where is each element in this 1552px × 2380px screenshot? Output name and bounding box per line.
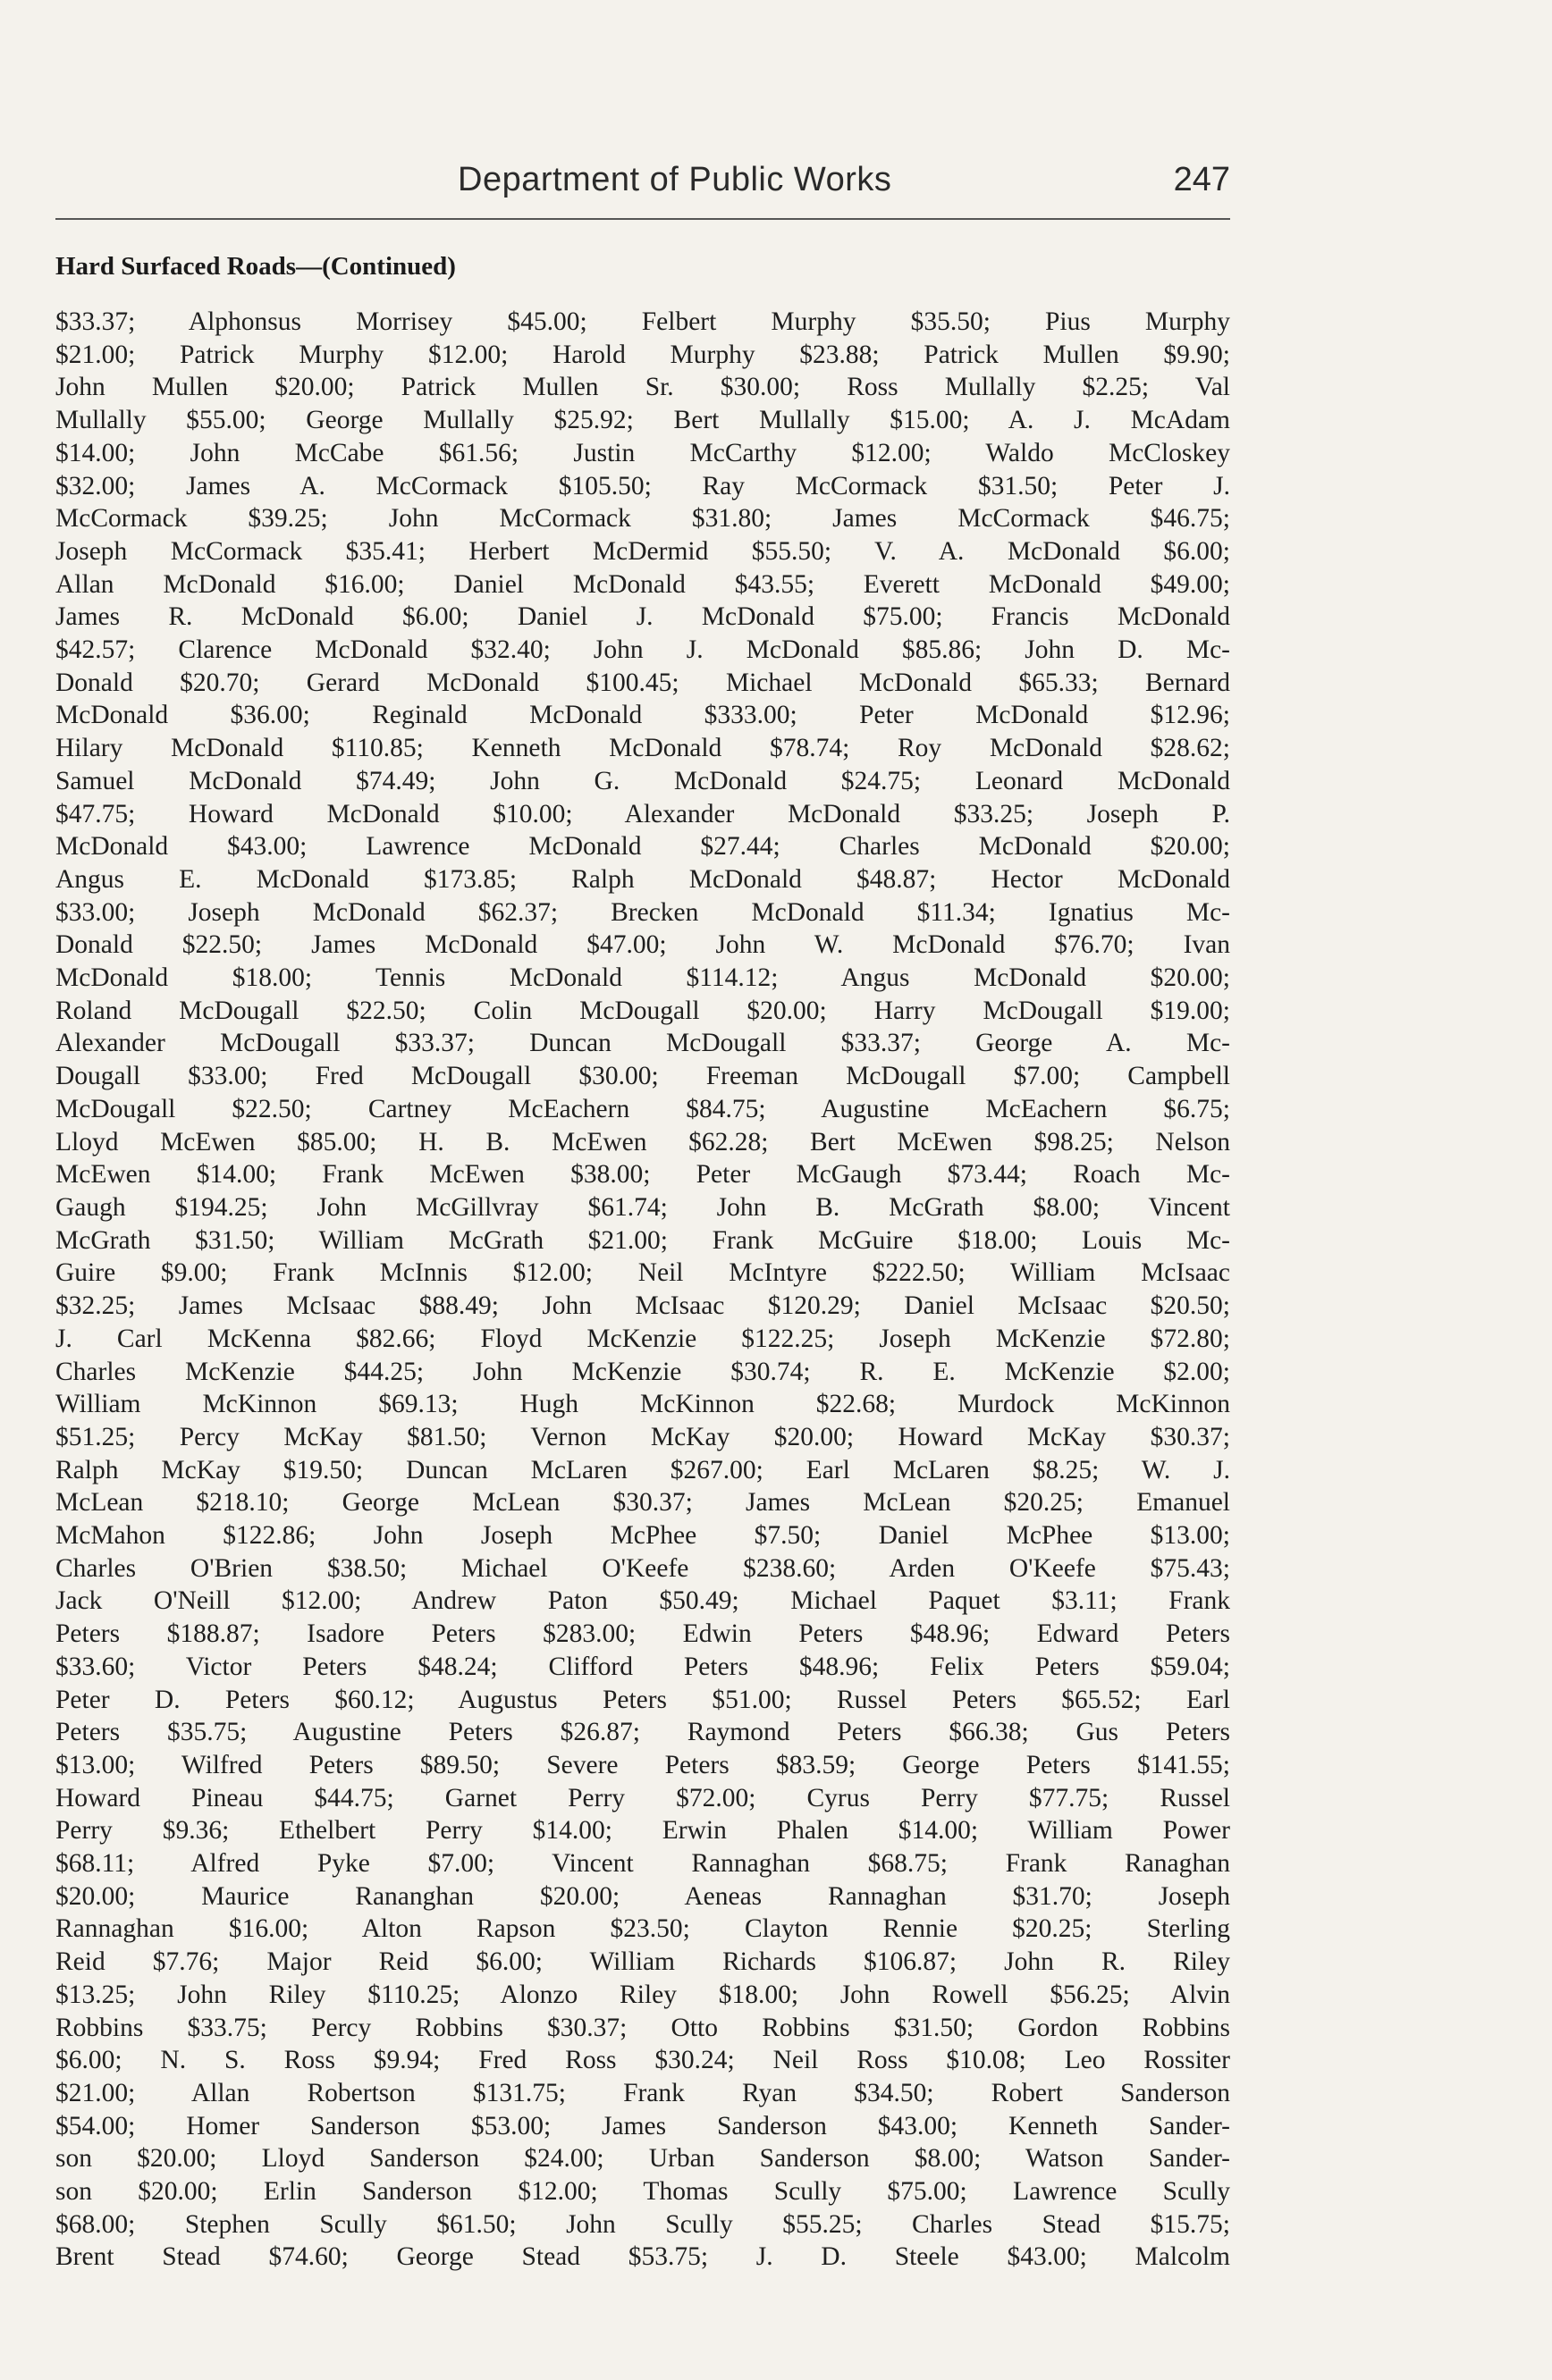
text-line: McGrath $31.50; William McGrath $21.00; Frank McGuire $18.00; Louis Mc- — [55, 1225, 1230, 1255]
text-line: Gaugh $194.25; John McGillvray $61.74; John B. McGrath $8.00; Vincent — [55, 1192, 1230, 1222]
text-line: J. Carl McKenna $82.66; Floyd McKenzie $122.25; Joseph McKenzie $72.80; — [55, 1324, 1230, 1353]
running-title: Department of Public Works — [458, 161, 892, 198]
text-line: Perry $9.36; Ethelbert Perry $14.00; Erwin Phalen $14.00; William Power — [55, 1816, 1230, 1846]
text-line: Charles McKenzie $44.25; John McKenzie $30.74; R. E. McKenzie $2.00; — [55, 1357, 1230, 1386]
text-line: $33.60; Victor Peters $48.24; Clifford Peters $48.96; Felix Peters $59.04; — [55, 1652, 1230, 1681]
text-line: $32.00; James A. McCormack $105.50; Ray McCormack $31.50; Peter J. — [55, 471, 1230, 500]
text-line: $32.25; James McIsaac $88.49; John McIsaac $120.29; Daniel McIsaac $20.50; — [55, 1291, 1230, 1321]
text-line: Mullally $55.00; George Mullally $25.92; Bert Mullally $15.00; A. J. McAdam — [55, 406, 1230, 435]
text-line: Donald $22.50; James McDonald $47.00; John W. McDonald $76.70; Ivan — [55, 930, 1230, 960]
text-line: William McKinnon $69.13; Hugh McKinnon $22.68; Murdock McKinnon — [55, 1390, 1230, 1419]
text-line: $47.75; Howard McDonald $10.00; Alexander McDonald $33.25; Joseph P. — [55, 799, 1230, 828]
text-line: $14.00; John McCabe $61.56; Justin McCarthy $12.00; Waldo McCloskey — [55, 438, 1230, 467]
text-line: Howard Pineau $44.75; Garnet Perry $72.00; Cyrus Perry $77.75; Russel — [55, 1783, 1230, 1812]
text-line: Jack O'Neill $12.00; Andrew Paton $50.49; Michael Paquet $3.11; Frank — [55, 1586, 1230, 1616]
text-line: $42.57; Clarence McDonald $32.40; John J. McDonald $85.86; John D. Mc- — [55, 635, 1230, 665]
text-line: Guire $9.00; Frank McInnis $12.00; Neil McIntyre $222.50; William McIsaac — [55, 1258, 1230, 1288]
section-heading: Hard Surfaced Roads—(Continued) — [55, 252, 456, 281]
body-paragraph — [55, 306, 1230, 2274]
text-line: McDonald $43.00; Lawrence McDonald $27.44; Charles McDonald $20.00; — [55, 832, 1230, 862]
header-rule — [55, 218, 1230, 220]
text-line: Roland McDougall $22.50; Colin McDougall $20.00; Harry McDougall $19.00; — [55, 996, 1230, 1025]
text-line: Allan McDonald $16.00; Daniel McDonald $43.55; Everett McDonald $49.00; — [55, 569, 1230, 599]
text-line: McLean $218.10; George McLean $30.37; James McLean $20.25; Emanuel — [55, 1488, 1230, 1518]
text-line: Joseph McCormack $35.41; Herbert McDermid $55.50; V. A. McDonald $6.00; — [55, 536, 1230, 566]
text-line: McDonald $18.00; Tennis McDonald $114.12; Angus McDonald $20.00; — [55, 963, 1230, 993]
text-line: McDougall $22.50; Cartney McEachern $84.75; Augustine McEachern $6.75; — [55, 1094, 1230, 1123]
text-line: Peters $35.75; Augustine Peters $26.87; Raymond Peters $66.38; Gus Peters — [55, 1718, 1230, 1747]
text-line: Angus E. McDonald $173.85; Ralph McDonald $48.87; Hector McDonald — [55, 864, 1230, 894]
text-line: Brent Stead $74.60; George Stead $53.75; J. D. Steele $43.00; Malcolm — [55, 2242, 1230, 2272]
text-line: son $20.00; Lloyd Sanderson $24.00; Urban Sanderson $8.00; Watson Sander- — [55, 2144, 1230, 2174]
text-line: Donald $20.70; Gerard McDonald $100.45; Michael McDonald $65.33; Bernard — [55, 668, 1230, 697]
text-line: Lloyd McEwen $85.00; H. B. McEwen $62.28; Bert McEwen $98.25; Nelson — [55, 1127, 1230, 1156]
text-line: $13.25; John Riley $110.25; Alonzo Riley $18.00; John Rowell $56.25; Alvin — [55, 1980, 1230, 2009]
text-line: James R. McDonald $6.00; Daniel J. McDonald $75.00; Francis McDonald — [55, 602, 1230, 632]
text-line: Charles O'Brien $38.50; Michael O'Keefe $238.60; Arden O'Keefe $75.43; — [55, 1553, 1230, 1583]
text-line: $33.37; Alphonsus Morrisey $45.00; Felbert Murphy $35.50; Pius Murphy — [55, 307, 1230, 336]
text-line: $33.00; Joseph McDonald $62.37; Brecken McDonald $11.34; Ignatius Mc- — [55, 897, 1230, 927]
text-line: $68.00; Stephen Scully $61.50; John Scully $55.25; Charles Stead $15.75; — [55, 2209, 1230, 2239]
text-line: Dougall $33.00; Fred McDougall $30.00; Freeman McDougall $7.00; Campbell — [55, 1062, 1230, 1091]
text-line: $68.11; Alfred Pyke $7.00; Vincent Rannaghan $68.75; Frank Ranaghan — [55, 1849, 1230, 1879]
text-line: Samuel McDonald $74.49; John G. McDonald $24.75; Leonard McDonald — [55, 766, 1230, 795]
text-line: Rannaghan $16.00; Alton Rapson $23.50; Clayton Rennie $20.25; Sterling — [55, 1914, 1230, 1944]
text-line: $54.00; Homer Sanderson $53.00; James Sanderson $43.00; Kenneth Sander- — [55, 2111, 1230, 2140]
text-line: McDonald $36.00; Reginald McDonald $333.00; Peter McDonald $12.96; — [55, 701, 1230, 730]
text-line: $21.00; Patrick Murphy $12.00; Harold Murphy $23.88; Patrick Mullen $9.90; — [55, 340, 1230, 369]
text-line: Hilary McDonald $110.85; Kenneth McDonald $78.74; Roy McDonald $28.62; — [55, 734, 1230, 763]
text-line: Peter D. Peters $60.12; Augustus Peters $51.00; Russel Peters $65.52; Earl — [55, 1685, 1230, 1714]
text-line: McCormack $39.25; John McCormack $31.80; James McCormack $46.75; — [55, 504, 1230, 534]
text-line: son $20.00; Erlin Sanderson $12.00; Thomas Scully $75.00; Lawrence Scully — [55, 2177, 1230, 2207]
text-line: $20.00; Maurice Rananghan $20.00; Aeneas Rannaghan $31.70; Joseph — [55, 1881, 1230, 1911]
text-line: Robbins $33.75; Percy Robbins $30.37; Otto Robbins $31.50; Gordon Robbins — [55, 2013, 1230, 2042]
text-line: Reid $7.76; Major Reid $6.00; William Richards $106.87; John R. Riley — [55, 1947, 1230, 1977]
document-page — [55, 0, 1230, 2380]
text-line: Ralph McKay $19.50; Duncan McLaren $267.00; Earl McLaren $8.25; W. J. — [55, 1455, 1230, 1484]
text-line: $6.00; N. S. Ross $9.94; Fred Ross $30.24; Neil Ross $10.08; Leo Rossiter — [55, 2046, 1230, 2075]
text-line: $13.00; Wilfred Peters $89.50; Severe Peters $83.59; George Peters $141.55; — [55, 1750, 1230, 1779]
page-header — [55, 161, 1230, 204]
text-line: $21.00; Allan Robertson $131.75; Frank Ryan $34.50; Robert Sanderson — [55, 2078, 1230, 2107]
text-line: Peters $188.87; Isadore Peters $283.00; Edwin Peters $48.96; Edward Peters — [55, 1619, 1230, 1649]
text-line: John Mullen $20.00; Patrick Mullen Sr. $30.00; Ross Mullally $2.25; Val — [55, 373, 1230, 402]
text-line: $51.25; Percy McKay $81.50; Vernon McKay $20.00; Howard McKay $30.37; — [55, 1422, 1230, 1451]
text-line: McEwen $14.00; Frank McEwen $38.00; Peter McGaugh $73.44; Roach Mc- — [55, 1160, 1230, 1190]
text-line: McMahon $122.86; John Joseph McPhee $7.50; Daniel McPhee $13.00; — [55, 1521, 1230, 1551]
page-number: 247 — [1173, 161, 1230, 198]
text-line: Alexander McDougall $33.37; Duncan McDougall $33.37; George A. Mc- — [55, 1029, 1230, 1058]
